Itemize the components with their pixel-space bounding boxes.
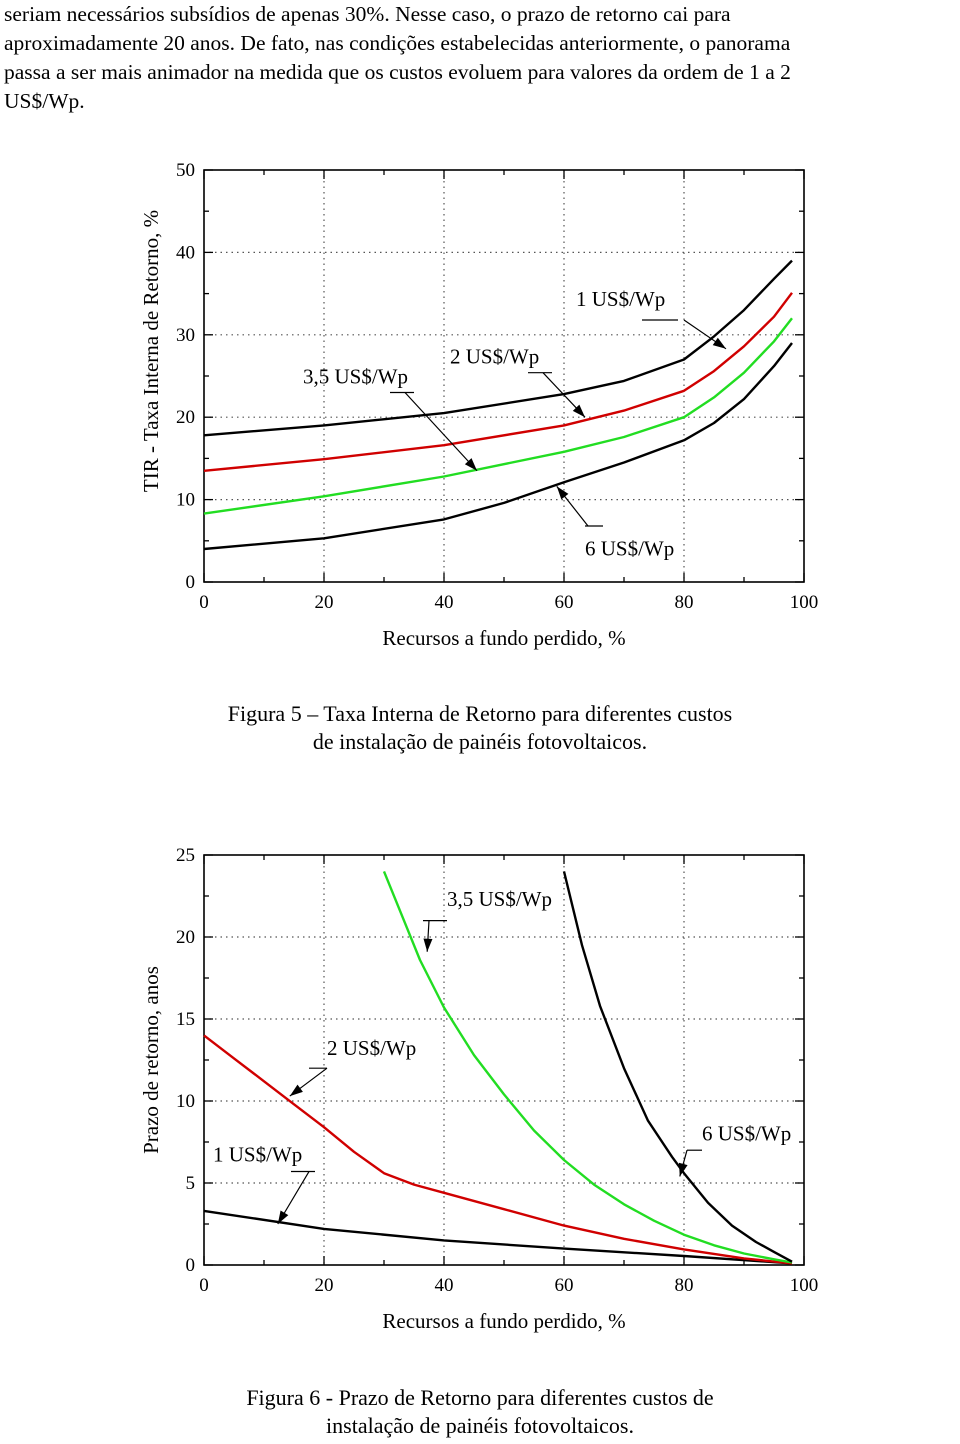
x-tick-label: 100 — [789, 592, 819, 613]
y-tick-label: 0 — [185, 1255, 195, 1276]
series-line-1 — [204, 293, 792, 471]
y-tick-label: 50 — [176, 160, 195, 181]
y-tick-label: 40 — [176, 242, 195, 264]
paragraph-line: passa a ser mais animador na medida que os custos evoluem para valores da ordem de 1 a 2 — [4, 60, 791, 84]
series-label: 2 US$/Wp — [450, 344, 540, 369]
y-tick-label: 20 — [176, 407, 195, 429]
x-tick-label: 80 — [674, 1275, 694, 1296]
paragraph-line: seriam necessários subsídios de apenas 30%. Nesse caso, o prazo de retorno cai para — [4, 2, 731, 26]
caption-line: Figura 6 - Prazo de Retorno para diferentes custos de — [246, 1385, 714, 1410]
x-tick-label: 20 — [314, 592, 334, 613]
x-tick-label: 40 — [434, 592, 454, 613]
series-label: 3,5 US$/Wp — [447, 886, 552, 911]
y-axis-label: Prazo de retorno, anos — [139, 966, 163, 1154]
x-tick-label: 60 — [554, 1275, 574, 1296]
series-line-0 — [204, 1211, 792, 1264]
body-paragraph — [4, 0, 956, 116]
figure-5-caption — [0, 700, 960, 756]
series-label: 3,5 US$/Wp — [303, 364, 408, 389]
y-tick-label: 15 — [176, 1009, 195, 1030]
figure-6-caption — [0, 1384, 960, 1440]
x-tick-label: 100 — [789, 1275, 819, 1296]
x-tick-label: 80 — [674, 592, 694, 613]
paragraph-line: aproximadamente 20 anos. De fato, nas condições estabelecidas anteriormente, o panorama — [4, 31, 791, 55]
series-label: 6 US$/Wp — [702, 1121, 792, 1146]
y-tick-label: 10 — [176, 489, 195, 511]
caption-line: instalação de painéis fotovoltaicos. — [326, 1413, 634, 1438]
paragraph-line: US$/Wp. — [4, 89, 85, 113]
arrowhead — [557, 486, 569, 499]
y-tick-label: 20 — [176, 927, 195, 948]
y-tick-label: 30 — [176, 324, 195, 346]
series-label: 1 US$/Wp — [213, 1142, 303, 1167]
y-tick-label: 25 — [176, 845, 195, 866]
caption-line: Figura 5 – Taxa Interna de Retorno para diferentes custos — [227, 701, 733, 726]
x-axis-label: Recursos a fundo perdido, % — [382, 1309, 626, 1333]
x-tick-label: 20 — [314, 1275, 334, 1296]
series-label: 2 US$/Wp — [327, 1036, 417, 1061]
y-tick-label: 0 — [185, 572, 195, 593]
series-line-3 — [564, 871, 792, 1261]
x-tick-label: 0 — [199, 1275, 209, 1296]
plot-frame — [204, 855, 804, 1265]
x-tick-label: 0 — [199, 592, 209, 613]
series-label: 1 US$/Wp — [576, 286, 666, 311]
y-tick-label: 10 — [176, 1091, 195, 1112]
arrowhead — [290, 1085, 303, 1096]
caption-line: de instalação de painéis fotovoltaicos. — [312, 729, 648, 754]
leader-line — [405, 392, 477, 470]
plot-frame — [204, 170, 804, 582]
x-tick-label: 60 — [554, 592, 574, 613]
y-axis-label: TIR - Taxa Interna de Retorno, % — [139, 209, 163, 493]
figure-5-chart — [0, 140, 960, 650]
figure-6-chart — [0, 830, 960, 1340]
y-tick-label: 5 — [185, 1173, 195, 1194]
series-line-2 — [384, 871, 792, 1262]
series-label: 6 US$/Wp — [585, 536, 675, 561]
series-line-3 — [204, 343, 792, 549]
arrowhead — [713, 338, 726, 349]
arrowhead — [423, 939, 432, 952]
x-tick-label: 40 — [434, 1275, 454, 1296]
x-axis-label: Recursos a fundo perdido, % — [382, 626, 626, 650]
